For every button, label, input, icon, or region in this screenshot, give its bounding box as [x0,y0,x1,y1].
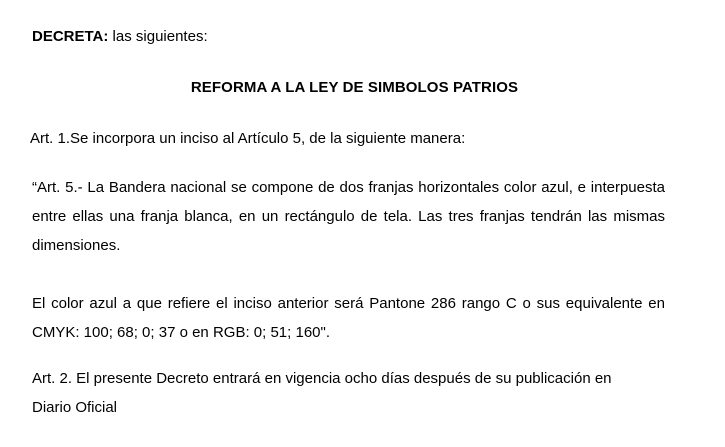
article-2-line-1: Art. 2. El presente Decreto entrará en vigencia ocho días después de su publicación en [32,370,612,387]
article-1-intro: Art. 1.Se incorpora un inciso al Artículo 5, de la siguiente manera: [30,130,466,147]
document-title: REFORMA A LA LEY DE SIMBOLOS PATRIOS [190,79,519,96]
article-2 [32,364,655,422]
article-2-line-2: Diario Oficial [32,399,118,416]
quote-paragraph-1: “Art. 5.- La Bandera nacional se compone de dos franjas horizontales color azul, e interpuesta entre ellas una franja blanca, en un rectángulo de tela. Las tres franjas tendrán las mismas dimensiones. [32,179,665,254]
decreta-line [32,22,665,47]
quote-paragraph-2: El color azul a que refiere el inciso anterior será Pantone 286 rango C o sus equivalente en CMYK: 100; 68; 0; 37 o en RGB: 0; 51; 160". [32,295,665,341]
decreta-label: DECRETA: [32,28,109,45]
decreta-rest: las siguientes: [108,28,208,45]
quote-block [32,173,665,347]
